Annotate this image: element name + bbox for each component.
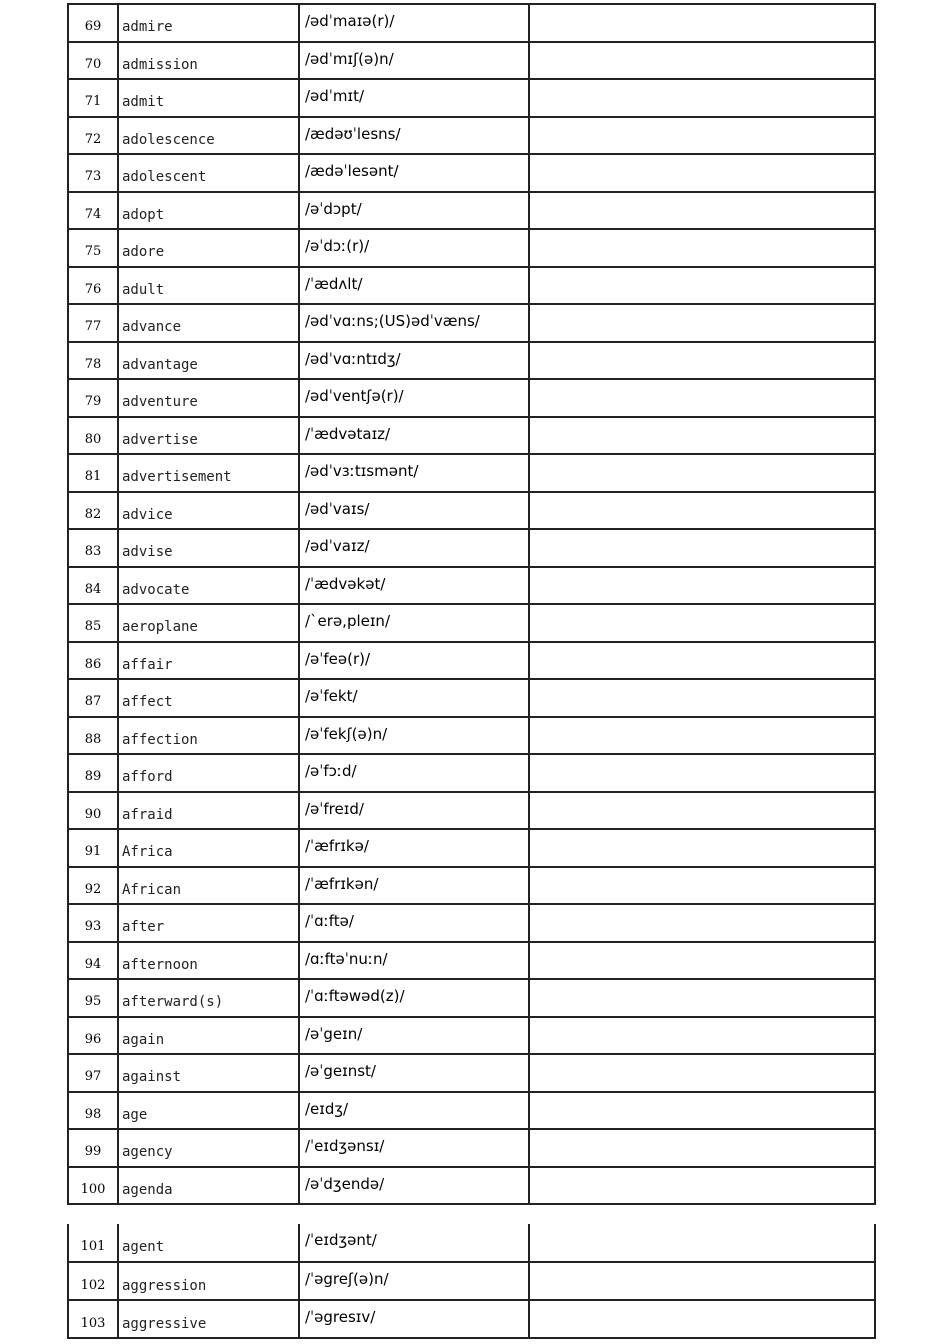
- vocabulary-word: African: [118, 867, 299, 905]
- empty-notes-cell: [529, 642, 875, 680]
- empty-notes-cell: [529, 342, 875, 380]
- table-row: [68, 454, 875, 492]
- row-number: 93: [68, 904, 118, 942]
- phonetic-transcription: /ədˈvaɪz/: [299, 529, 529, 567]
- empty-notes-cell: [529, 79, 875, 117]
- row-number: 86: [68, 642, 118, 680]
- row-number: 85: [68, 604, 118, 642]
- row-number: 88: [68, 717, 118, 755]
- empty-notes-cell: [529, 1129, 875, 1167]
- table-row: [68, 267, 875, 305]
- phonetic-transcription: /əˈdɔː(r)/: [299, 229, 529, 267]
- phonetic-transcription: /əˈgeɪnst/: [299, 1054, 529, 1092]
- empty-notes-cell: [529, 867, 875, 905]
- phonetic-transcription: /ədˈmɪt/: [299, 79, 529, 117]
- table-row: [68, 792, 875, 830]
- vocabulary-word: adventure: [118, 379, 299, 417]
- vocabulary-word: afterward(s): [118, 979, 299, 1017]
- empty-notes-cell: [529, 1054, 875, 1092]
- phonetic-transcription: /əˈfekʃ(ə)n/: [299, 717, 529, 755]
- empty-notes-cell: [529, 379, 875, 417]
- row-number: 98: [68, 1092, 118, 1130]
- phonetic-transcription: /ˈædvəkət/: [299, 567, 529, 605]
- table-row: [68, 567, 875, 605]
- vocabulary-word: age: [118, 1092, 299, 1130]
- row-number: 89: [68, 754, 118, 792]
- phonetic-transcription: /ədˈventʃə(r)/: [299, 379, 529, 417]
- table-row: [68, 529, 875, 567]
- table-row: [68, 117, 875, 155]
- vocabulary-word: affect: [118, 679, 299, 717]
- vocabulary-word: after: [118, 904, 299, 942]
- phonetic-transcription: /ædəˈlesənt/: [299, 154, 529, 192]
- phonetic-transcription: /əˈfɔːd/: [299, 754, 529, 792]
- row-number: 99: [68, 1129, 118, 1167]
- empty-notes-cell: [529, 1300, 875, 1338]
- phonetic-transcription: /ˈɑːftə/: [299, 904, 529, 942]
- vocabulary-word: against: [118, 1054, 299, 1092]
- table-row: [68, 417, 875, 455]
- vocabulary-word: adolescence: [118, 117, 299, 155]
- vocabulary-word: advertisement: [118, 454, 299, 492]
- table-row: [68, 754, 875, 792]
- empty-notes-cell: [529, 1092, 875, 1130]
- row-number: 87: [68, 679, 118, 717]
- table-row: [68, 1054, 875, 1092]
- vocabulary-word: aggression: [118, 1262, 299, 1300]
- row-number: 103: [68, 1300, 118, 1338]
- vocabulary-word: adult: [118, 267, 299, 305]
- row-number: 73: [68, 154, 118, 192]
- vocabulary-word: adore: [118, 229, 299, 267]
- phonetic-transcription: /ˈæfrɪkən/: [299, 867, 529, 905]
- row-number: 90: [68, 792, 118, 830]
- vocabulary-word: aeroplane: [118, 604, 299, 642]
- phonetic-transcription: /ˈɑːftəwəd(z)/: [299, 979, 529, 1017]
- row-number: 83: [68, 529, 118, 567]
- phonetic-transcription: /ɑːftəˈnuːn/: [299, 942, 529, 980]
- table-row: [68, 379, 875, 417]
- row-number: 101: [68, 1224, 118, 1262]
- table-row: [68, 642, 875, 680]
- table-row: [68, 304, 875, 342]
- vocabulary-word: agent: [118, 1224, 299, 1262]
- vocabulary-word: advice: [118, 492, 299, 530]
- row-number: 80: [68, 417, 118, 455]
- phonetic-transcription: /ədˈmaɪə(r)/: [299, 4, 529, 42]
- empty-notes-cell: [529, 792, 875, 830]
- empty-notes-cell: [529, 529, 875, 567]
- row-number: 70: [68, 42, 118, 80]
- empty-notes-cell: [529, 942, 875, 980]
- vocabulary-word: affection: [118, 717, 299, 755]
- table-row: [68, 867, 875, 905]
- vocabulary-word: again: [118, 1017, 299, 1055]
- row-number: 76: [68, 267, 118, 305]
- empty-notes-cell: [529, 1167, 875, 1205]
- row-number: 82: [68, 492, 118, 530]
- table-row: [68, 1017, 875, 1055]
- empty-notes-cell: [529, 1262, 875, 1300]
- empty-notes-cell: [529, 192, 875, 230]
- table-row: [68, 679, 875, 717]
- phonetic-transcription: /əˈfeə(r)/: [299, 642, 529, 680]
- row-number: 94: [68, 942, 118, 980]
- phonetic-transcription: /eɪdʒ/: [299, 1092, 529, 1130]
- table-row: [68, 979, 875, 1017]
- phonetic-transcription: /ˋerə,pleɪn/: [299, 604, 529, 642]
- vocabulary-word: admire: [118, 4, 299, 42]
- phonetic-transcription: /əˈgeɪn/: [299, 1017, 529, 1055]
- vocabulary-table-body: [68, 4, 875, 1204]
- vocabulary-word: advantage: [118, 342, 299, 380]
- empty-notes-cell: [529, 904, 875, 942]
- table-row: [68, 904, 875, 942]
- table-row: [68, 1167, 875, 1205]
- empty-notes-cell: [529, 454, 875, 492]
- row-number: 100: [68, 1167, 118, 1205]
- vocabulary-word: afraid: [118, 792, 299, 830]
- table-row: [68, 1129, 875, 1167]
- empty-notes-cell: [529, 492, 875, 530]
- row-number: 75: [68, 229, 118, 267]
- empty-notes-cell: [529, 229, 875, 267]
- phonetic-transcription: /ədˈmɪʃ(ə)n/: [299, 42, 529, 80]
- vocabulary-word: agency: [118, 1129, 299, 1167]
- table-row: [68, 4, 875, 42]
- empty-notes-cell: [529, 829, 875, 867]
- table-row: [68, 492, 875, 530]
- table-row: [68, 942, 875, 980]
- empty-notes-cell: [529, 604, 875, 642]
- phonetic-transcription: /ədˈvɜːtɪsmənt/: [299, 454, 529, 492]
- vocabulary-word: adolescent: [118, 154, 299, 192]
- vocabulary-word: adopt: [118, 192, 299, 230]
- vocabulary-table: [67, 3, 876, 1205]
- phonetic-transcription: /ˈəgresɪv/: [299, 1300, 529, 1338]
- table-row: [68, 154, 875, 192]
- row-number: 69: [68, 4, 118, 42]
- vocabulary-word: affair: [118, 642, 299, 680]
- empty-notes-cell: [529, 1017, 875, 1055]
- row-number: 79: [68, 379, 118, 417]
- vocabulary-word: admission: [118, 42, 299, 80]
- empty-notes-cell: [529, 117, 875, 155]
- phonetic-transcription: /ədˈvaɪs/: [299, 492, 529, 530]
- table-row: [68, 1262, 875, 1300]
- table-row: [68, 1092, 875, 1130]
- table-row: [68, 1224, 875, 1262]
- table-row: [68, 42, 875, 80]
- empty-notes-cell: [529, 679, 875, 717]
- row-number: 97: [68, 1054, 118, 1092]
- phonetic-transcription: /ˈædʌlt/: [299, 267, 529, 305]
- row-number: 95: [68, 979, 118, 1017]
- row-number: 74: [68, 192, 118, 230]
- vocabulary-word: afford: [118, 754, 299, 792]
- empty-notes-cell: [529, 417, 875, 455]
- vocabulary-word: advertise: [118, 417, 299, 455]
- phonetic-transcription: /əˈdɔpt/: [299, 192, 529, 230]
- row-number: 72: [68, 117, 118, 155]
- empty-notes-cell: [529, 754, 875, 792]
- table-row: [68, 192, 875, 230]
- row-number: 71: [68, 79, 118, 117]
- row-number: 81: [68, 454, 118, 492]
- table-row: [68, 829, 875, 867]
- vocabulary-word: afternoon: [118, 942, 299, 980]
- table-row: [68, 717, 875, 755]
- vocabulary-word: advocate: [118, 567, 299, 605]
- empty-notes-cell: [529, 1224, 875, 1262]
- vocabulary-table-continued-body: [68, 1224, 875, 1338]
- table-row: [68, 342, 875, 380]
- phonetic-transcription: /ˈeɪdʒənsɪ/: [299, 1129, 529, 1167]
- phonetic-transcription: /əˈdʒendə/: [299, 1167, 529, 1205]
- empty-notes-cell: [529, 979, 875, 1017]
- row-number: 96: [68, 1017, 118, 1055]
- phonetic-transcription: /əˈfreɪd/: [299, 792, 529, 830]
- phonetic-transcription: /ˈæfrɪkə/: [299, 829, 529, 867]
- row-number: 92: [68, 867, 118, 905]
- vocabulary-table-continued: [67, 1224, 876, 1339]
- empty-notes-cell: [529, 42, 875, 80]
- phonetic-transcription: /əˈfekt/: [299, 679, 529, 717]
- table-row: [68, 604, 875, 642]
- phonetic-transcription: /ədˈvɑːns;(US)ədˈvæns/: [299, 304, 529, 342]
- row-number: 91: [68, 829, 118, 867]
- table-row: [68, 1300, 875, 1338]
- row-number: 78: [68, 342, 118, 380]
- vocabulary-word: Africa: [118, 829, 299, 867]
- empty-notes-cell: [529, 567, 875, 605]
- phonetic-transcription: /ˈəgreʃ(ə)n/: [299, 1262, 529, 1300]
- vocabulary-word: agenda: [118, 1167, 299, 1205]
- empty-notes-cell: [529, 717, 875, 755]
- empty-notes-cell: [529, 154, 875, 192]
- phonetic-transcription: /ˈeɪdʒənt/: [299, 1224, 529, 1262]
- row-number: 84: [68, 567, 118, 605]
- empty-notes-cell: [529, 304, 875, 342]
- phonetic-transcription: /ədˈvɑːntɪdʒ/: [299, 342, 529, 380]
- vocabulary-word: admit: [118, 79, 299, 117]
- table-row: [68, 79, 875, 117]
- vocabulary-word: aggressive: [118, 1300, 299, 1338]
- empty-notes-cell: [529, 4, 875, 42]
- vocabulary-word: advise: [118, 529, 299, 567]
- phonetic-transcription: /ædəʊˈlesns/: [299, 117, 529, 155]
- table-row: [68, 229, 875, 267]
- vocabulary-word: advance: [118, 304, 299, 342]
- phonetic-transcription: /ˈædvətaɪz/: [299, 417, 529, 455]
- row-number: 102: [68, 1262, 118, 1300]
- empty-notes-cell: [529, 267, 875, 305]
- row-number: 77: [68, 304, 118, 342]
